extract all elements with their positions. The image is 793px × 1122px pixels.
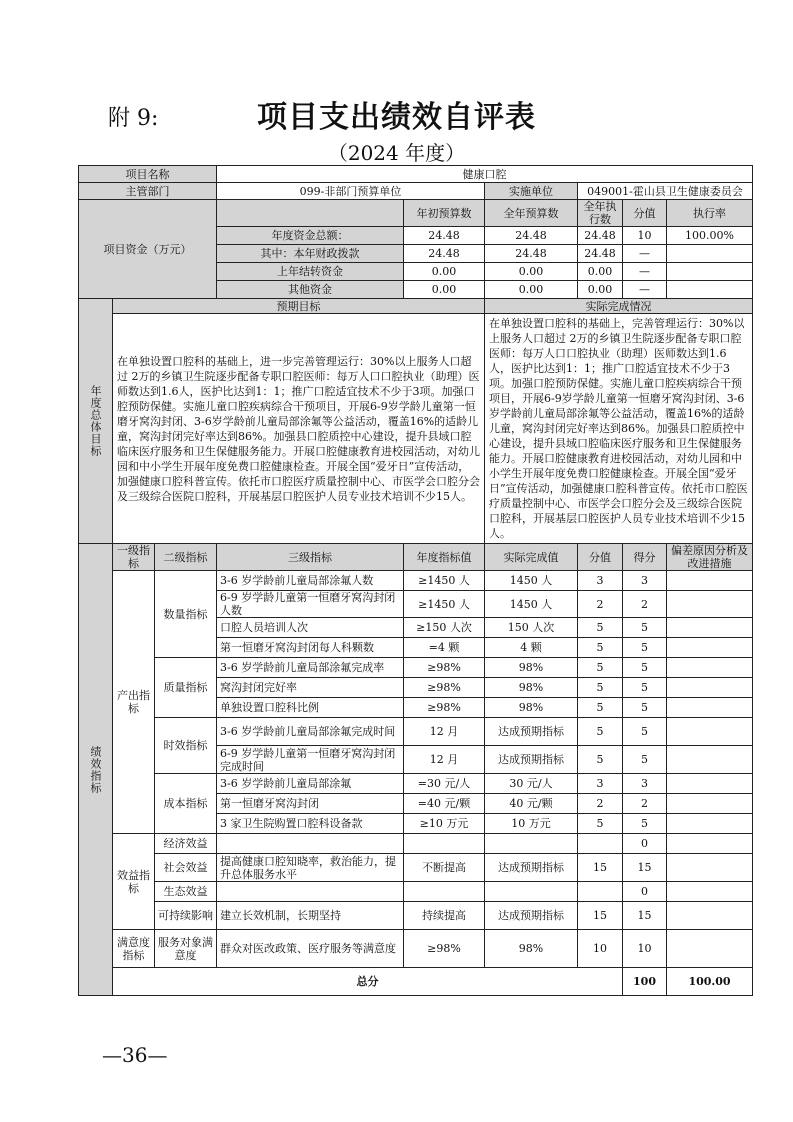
indicator-name: 第一恒磨牙窝沟封闭 — [217, 794, 404, 814]
indicator-maxscore: 5 — [578, 718, 623, 746]
indicator-actual: 1450 人 — [485, 591, 578, 618]
funds-header-blank — [217, 200, 404, 227]
funds-row-exec: 24.48 — [578, 245, 623, 263]
funds-row-budget: 24.48 — [485, 227, 578, 245]
indicator-target: ≥10 万元 — [404, 814, 485, 834]
indicator-name: 提高健康口腔知晓率，救治能力，提升总体服务水平 — [217, 854, 404, 882]
indicator-target: 不断提高 — [404, 854, 485, 882]
funds-row-name: 上年结转资金 — [217, 263, 404, 281]
ind-header-level3: 三级指标 — [217, 544, 404, 571]
indicator-score: 2 — [623, 794, 667, 814]
funds-label: 项目资金（万元） — [79, 200, 217, 299]
ecological-indicator-label: 生态效益 — [155, 882, 217, 902]
indicator-score: 5 — [623, 638, 667, 658]
expected-goal-header: 预期目标 — [113, 299, 485, 314]
indicator-name — [217, 882, 404, 902]
indicator-maxscore: 10 — [578, 930, 623, 968]
indicator-target: ≥98% — [404, 698, 485, 718]
funds-row-name: 年度资金总额： — [217, 227, 404, 245]
indicator-score: 5 — [623, 658, 667, 678]
indicator-score: 5 — [623, 618, 667, 638]
indicator-maxscore: 15 — [578, 854, 623, 882]
indicator-target: ≥98% — [404, 658, 485, 678]
total-label: 总分 — [113, 968, 623, 996]
indicator-actual: 达成预期指标 — [485, 902, 578, 930]
indicators-label: 绩效指标 — [79, 544, 113, 996]
indicator-note — [667, 902, 753, 930]
actual-result-header: 实际完成情况 — [485, 299, 753, 314]
indicator-name: 6-9 岁学龄儿童第一恒磨牙窝沟封闭人数 — [217, 591, 404, 618]
indicator-note — [667, 638, 753, 658]
funds-row-rate — [667, 281, 753, 299]
indicator-score: 3 — [623, 774, 667, 794]
indicator-actual: 98% — [485, 658, 578, 678]
indicator-maxscore: 5 — [578, 618, 623, 638]
funds-row-init: 24.48 — [404, 245, 485, 263]
indicator-actual: 达成预期指标 — [485, 718, 578, 746]
indicator-maxscore: 3 — [578, 571, 623, 591]
indicator-actual: 30 元/人 — [485, 774, 578, 794]
time-indicator-label: 时效指标 — [155, 718, 217, 774]
impl-value: 049001-霍山县卫生健康委员会 — [578, 183, 753, 200]
indicator-row — [79, 658, 753, 678]
indicator-target: 持续提高 — [404, 902, 485, 930]
funds-col-budget: 全年预算数 — [485, 200, 578, 227]
indicator-row — [79, 834, 753, 854]
service-satisfaction-label: 服务对象满意度 — [155, 930, 217, 968]
indicator-target: ≥1450 人 — [404, 571, 485, 591]
indicator-actual: 达成预期指标 — [485, 854, 578, 882]
indicator-maxscore: 2 — [578, 591, 623, 618]
indicator-target: =30 元/人 — [404, 774, 485, 794]
indicator-row — [79, 854, 753, 882]
indicator-note — [667, 882, 753, 902]
project-name-label: 项目名称 — [79, 166, 217, 183]
funds-row-budget: 24.48 — [485, 245, 578, 263]
indicator-actual: 4 颗 — [485, 638, 578, 658]
output-indicator-label: 产出指标 — [113, 571, 155, 834]
funds-row-budget: 0.00 — [485, 281, 578, 299]
indicator-row — [79, 571, 753, 591]
ind-header-maxscore: 分值 — [578, 544, 623, 571]
indicator-name: 第一恒磨牙窝沟封闭每人科颗数 — [217, 638, 404, 658]
funds-col-exec: 全年执行数 — [578, 200, 623, 227]
indicator-note — [667, 774, 753, 794]
indicator-score: 3 — [623, 571, 667, 591]
indicator-note — [667, 814, 753, 834]
indicator-score: 2 — [623, 591, 667, 618]
funds-row-exec: 0.00 — [578, 281, 623, 299]
evaluation-table — [78, 165, 753, 996]
indicator-note — [667, 698, 753, 718]
indicator-note — [667, 618, 753, 638]
indicator-note — [667, 591, 753, 618]
indicator-score: 5 — [623, 698, 667, 718]
funds-row-maxscore: — — [623, 245, 667, 263]
indicator-target: ≥98% — [404, 678, 485, 698]
funds-col-maxscore: 分值 — [623, 200, 667, 227]
indicator-maxscore: 15 — [578, 902, 623, 930]
quality-indicator-label: 质量指标 — [155, 658, 217, 718]
page-number: —36— — [102, 1043, 168, 1067]
indicator-maxscore — [578, 882, 623, 902]
indicator-name: 口腔人员培训人次 — [217, 618, 404, 638]
indicator-name: 3-6 岁学龄前儿童局部涂氟完成率 — [217, 658, 404, 678]
sustainable-indicator-label: 可持续影响 — [155, 902, 217, 930]
indicator-row — [79, 902, 753, 930]
indicator-maxscore: 5 — [578, 638, 623, 658]
indicator-maxscore — [578, 834, 623, 854]
indicator-actual — [485, 834, 578, 854]
indicator-name — [217, 834, 404, 854]
ind-header-target: 年度指标值 — [404, 544, 485, 571]
indicator-score: 0 — [623, 882, 667, 902]
indicator-actual — [485, 882, 578, 902]
indicator-actual: 98% — [485, 930, 578, 968]
indicator-score: 10 — [623, 930, 667, 968]
quantity-indicator-label: 数量指标 — [155, 571, 217, 658]
indicator-row — [79, 774, 753, 794]
indicator-actual: 98% — [485, 678, 578, 698]
indicator-name: 3-6 岁学龄前儿童局部涂氟 — [217, 774, 404, 794]
indicator-name: 单独设置口腔科比例 — [217, 698, 404, 718]
indicator-maxscore: 5 — [578, 658, 623, 678]
indicator-note — [667, 794, 753, 814]
impl-label: 实施单位 — [485, 183, 578, 200]
indicator-name: 3-6 岁学龄前儿童局部涂氟完成时间 — [217, 718, 404, 746]
funds-col-init: 年初预算数 — [404, 200, 485, 227]
indicator-maxscore: 3 — [578, 774, 623, 794]
indicator-score: 5 — [623, 814, 667, 834]
indicator-note — [667, 678, 753, 698]
ind-header-score: 得分 — [623, 544, 667, 571]
indicator-actual: 150 人次 — [485, 618, 578, 638]
economic-indicator-label: 经济效益 — [155, 834, 217, 854]
funds-row-init: 0.00 — [404, 281, 485, 299]
funds-row-exec: 24.48 — [578, 227, 623, 245]
year-subtitle: （2024 年度） — [327, 141, 466, 165]
social-indicator-label: 社会效益 — [155, 854, 217, 882]
indicator-maxscore: 5 — [578, 678, 623, 698]
funds-col-rate: 执行率 — [667, 200, 753, 227]
indicator-target — [404, 834, 485, 854]
indicator-score: 5 — [623, 718, 667, 746]
actual-result-text: 在单独设置口腔科的基础上，完善管理运行：30%以上服务人口超过 2万的乡镇卫生院逐步配备专职口腔医师：每万人口口腔执业（助理）医师数达到1.6人，医护比达到1：1；推广口腔适宜技术不少于3项。加强口腔预防保健。实施儿童口腔疾病综合干预项目，开展6-9岁学龄儿童第一恒磨牙窝沟封闭、3-6岁学龄前儿童局部涂氟等公益活动，覆盖16%的适龄儿童，窝沟封闭完好率达到86%。加强县口腔质控中心建设，提升县域口腔临床医疗服务和卫生保健服务能力。开展口腔健康教育进校园活动，对幼儿园和中小学生开展年度免费口腔健康检查。开展全国“爱牙日”宣传活动，加强健康口腔科普宣传。依托市口腔医疗质量控制中心、市医学会口腔分会及三级综合医院口腔科，开展基层口腔医护人员专业技术培训不少15人。 — [485, 314, 753, 544]
dept-label: 主管部门 — [79, 183, 217, 200]
indicator-row — [79, 882, 753, 902]
indicator-maxscore: 2 — [578, 794, 623, 814]
indicator-note — [667, 930, 753, 968]
indicator-target: =40 元/颗 — [404, 794, 485, 814]
page-title: 项目支出绩效自评表 — [257, 100, 536, 135]
ind-header-actual: 实际完成值 — [485, 544, 578, 571]
indicator-note — [667, 834, 753, 854]
indicator-name: 3 家卫生院购置口腔科设备款 — [217, 814, 404, 834]
indicator-note — [667, 571, 753, 591]
funds-row-maxscore: — — [623, 281, 667, 299]
funds-row-budget: 0.00 — [485, 263, 578, 281]
funds-row-rate — [667, 263, 753, 281]
indicator-target: 12 月 — [404, 718, 485, 746]
funds-row-exec: 0.00 — [578, 263, 623, 281]
cost-indicator-label: 成本指标 — [155, 774, 217, 834]
indicator-actual: 达成预期指标 — [485, 746, 578, 774]
indicator-target: =4 颗 — [404, 638, 485, 658]
expected-goal-text: 在单独设置口腔科的基础上，进一步完善管理运行：30%以上服务人口超过 2万的乡镇卫生院逐步配备专职口腔医师：每万人口口腔执业（助理）医师数达到1.6人，医护比达到1：1；推广口腔适宜技术不少于3项。加强口腔预防保健。实施儿童口腔疾病综合干预项目，开展6-9岁学龄儿童第一恒磨牙窝沟封闭、3-6岁学龄前儿童局部涂氟等公益活动，覆盖16%的适龄儿童，窝沟封闭完好率达到86%。加强县口腔质控中心建设，提升县域口腔临床医疗服务和卫生保健服务能力。开展口腔健康教育进校园活动，对幼儿园和中小学生开展年度免费口腔健康检查。开展全国“爱牙日”宣传活动，加强健康口腔科普宣传。依托市口腔医疗质量控制中心、市医学会口腔分会及三级综合医院口腔科，开展基层口腔医护人员专业技术培训不少15人。 — [113, 314, 485, 544]
indicator-row — [79, 930, 753, 968]
funds-row-maxscore: — — [623, 263, 667, 281]
indicator-note — [667, 746, 753, 774]
indicator-name: 群众对医改政策、医疗服务等满意度 — [217, 930, 404, 968]
indicator-actual: 40 元/颗 — [485, 794, 578, 814]
ind-header-note: 偏差原因分析及改进措施 — [667, 544, 753, 571]
indicator-note — [667, 658, 753, 678]
indicator-target: ≥150 人次 — [404, 618, 485, 638]
indicator-actual: 10 万元 — [485, 814, 578, 834]
indicator-actual: 98% — [485, 698, 578, 718]
indicator-name: 3-6 岁学龄前儿童局部涂氟人数 — [217, 571, 404, 591]
satisfaction-indicator-label: 满意度指标 — [113, 930, 155, 968]
indicator-actual: 1450 人 — [485, 571, 578, 591]
indicator-name: 窝沟封闭完好率 — [217, 678, 404, 698]
indicator-name: 6-9 岁学龄儿童第一恒磨牙窝沟封闭完成时间 — [217, 746, 404, 774]
benefit-indicator-label: 效益指标 — [113, 834, 155, 930]
indicator-maxscore: 5 — [578, 698, 623, 718]
funds-row-name: 其他资金 — [217, 281, 404, 299]
dept-value: 099-非部门预算单位 — [217, 183, 485, 200]
total-max-score: 100 — [623, 968, 667, 996]
ind-header-level2: 二级指标 — [155, 544, 217, 571]
project-name-value: 健康口腔 — [217, 166, 753, 183]
indicator-name: 建立长效机制，长期坚持 — [217, 902, 404, 930]
funds-row-rate — [667, 245, 753, 263]
funds-row-rate: 100.00% — [667, 227, 753, 245]
indicator-target: ≥1450 人 — [404, 591, 485, 618]
indicator-maxscore: 5 — [578, 746, 623, 774]
ind-header-level1: 一级指标 — [113, 544, 155, 571]
indicator-score: 15 — [623, 902, 667, 930]
indicator-note — [667, 718, 753, 746]
indicator-target: 12 月 — [404, 746, 485, 774]
indicator-target — [404, 882, 485, 902]
indicator-note — [667, 854, 753, 882]
funds-row-name: 其中：本年财政拨款 — [217, 245, 404, 263]
indicator-score: 5 — [623, 746, 667, 774]
indicator-score: 0 — [623, 834, 667, 854]
annex-label: 附 9: — [108, 106, 159, 131]
goals-label: 年度总体目标 — [79, 299, 113, 544]
indicator-score: 15 — [623, 854, 667, 882]
total-score: 100.00 — [667, 968, 753, 996]
indicator-maxscore: 5 — [578, 814, 623, 834]
indicator-score: 5 — [623, 678, 667, 698]
indicator-target: ≥98% — [404, 930, 485, 968]
funds-row-maxscore: 10 — [623, 227, 667, 245]
funds-row-init: 0.00 — [404, 263, 485, 281]
indicator-row — [79, 718, 753, 746]
funds-row-init: 24.48 — [404, 227, 485, 245]
